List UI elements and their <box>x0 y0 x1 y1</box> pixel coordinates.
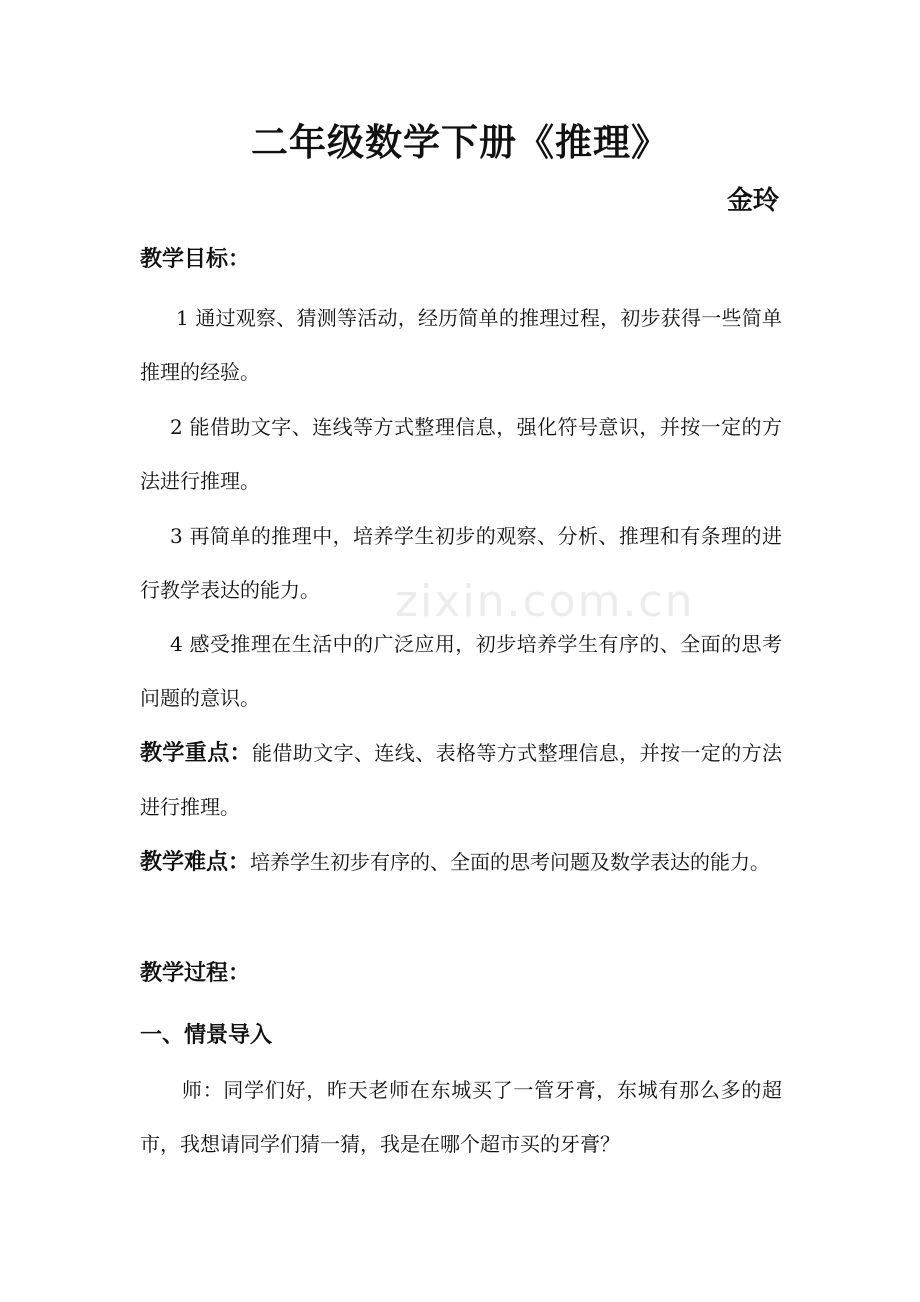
objective-item-4: 4 感受推理在生活中的广泛应用，初步培养学生有序的、全面的思考问题的意识。 <box>140 632 782 710</box>
key-point-text: 能借助文字、连线、表格等方式整理信息，并按一定的方法进行推理。 <box>140 741 782 819</box>
section-1-paragraph: 师：同学们好，昨天老师在东城买了一管牙膏，东城有那么多的超市，我想请同学们猜一猜，我是在哪个超市买的牙膏？ <box>140 1078 782 1156</box>
difficult-point-paragraph <box>140 835 782 889</box>
section-1-heading: 一、情景导入 <box>140 1022 273 1048</box>
key-point-label: 教学重点： <box>140 740 252 766</box>
document-author: 金玲 <box>726 186 779 216</box>
objective-item-3: 3 再简单的推理中，培养学生初步的观察、分析、推理和有条理的进行教学表达的能力。 <box>140 524 782 602</box>
difficult-point-label: 教学难点： <box>140 849 251 875</box>
objective-item-2: 2 能借助文字、连线等方式整理信息，强化符号意识，并按一定的方法进行推理。 <box>140 415 782 493</box>
document-title: 二年级数学下册《推理》 <box>251 120 669 164</box>
process-heading: 教学过程： <box>140 960 251 986</box>
difficult-point-text: 培养学生初步有序的、全面的思考问题及数学表达的能力。 <box>250 850 771 874</box>
key-point-paragraph <box>140 726 782 834</box>
objective-item-1: 1 通过观察、猜测等活动，经历简单的推理过程，初步获得一些简单推理的经验。 <box>140 306 782 384</box>
objectives-heading: 教学目标： <box>140 246 251 272</box>
watermark: zixin.com.cn <box>395 576 695 627</box>
